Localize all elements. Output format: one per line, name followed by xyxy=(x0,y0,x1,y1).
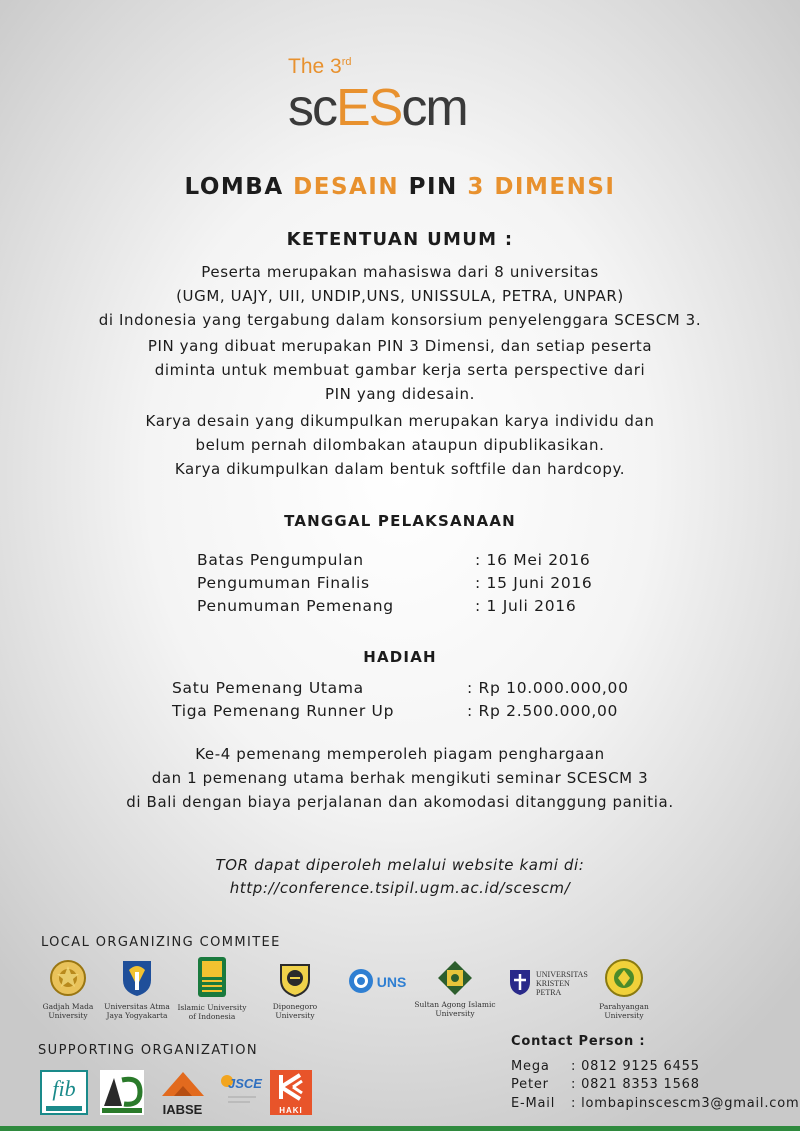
contact-row-peter xyxy=(511,1077,700,1092)
ac-logo-icon xyxy=(100,1070,144,1115)
uni-petra-name: UNIVERSITAS KRISTEN PETRA xyxy=(536,969,588,997)
closing-line-2: dan 1 pemenang utama berhak mengikuti seminar SCESCM 3 xyxy=(151,769,649,787)
uni-undip xyxy=(252,960,338,1020)
uni-ugm-name: Gadjah Mada University xyxy=(42,1002,94,1020)
title-part-2: DESAIN xyxy=(293,174,400,200)
uni-unpar xyxy=(598,958,650,1020)
title-part-4: 3 DIMENSI xyxy=(467,174,616,200)
ketentuan-p1-line-3: di Indonesia yang tergabung dalam konsorsium penyelenggara SCESCM 3. xyxy=(98,311,702,329)
unissula-emblem-icon xyxy=(437,960,473,996)
ketentuan-p2-line-1: PIN yang dibuat merupakan PIN 3 Dimensi, dan setiap peserta xyxy=(147,337,653,355)
support-heading: SUPPORTING ORGANIZATION xyxy=(38,1043,258,1058)
fib-logo-icon: fib xyxy=(52,1076,76,1101)
contact-peter-label: Peter xyxy=(511,1077,549,1092)
logo-edition xyxy=(288,55,351,79)
logo-ordinal: rd xyxy=(341,56,352,68)
contact-email-label: E-Mail xyxy=(511,1096,556,1111)
closing-paragraph xyxy=(0,742,800,814)
ketentuan-paragraph-3 xyxy=(0,409,800,481)
org-haki xyxy=(270,1070,312,1115)
uni-uii xyxy=(176,955,248,1021)
uni-petra xyxy=(508,968,594,998)
uni-unpar-name: Parahyangan University xyxy=(599,1002,649,1020)
tanggal-row-2-value: : 15 Juni 2016 xyxy=(475,574,593,592)
unpar-emblem-icon xyxy=(604,958,644,998)
hadiah-row-1-label: Satu Pemenang Utama xyxy=(172,679,364,697)
uajy-emblem-icon xyxy=(119,958,155,998)
hadiah-row-2-label: Tiga Pemenang Runner Up xyxy=(172,702,395,720)
uni-uii-name: Islamic University of Indonesia xyxy=(177,1003,247,1021)
tanggal-row-2-label: Pengumuman Finalis xyxy=(197,574,370,592)
uni-uns-name: UNS xyxy=(376,973,407,990)
title-part-1: LOMBA xyxy=(184,174,284,200)
uni-uajy xyxy=(103,958,171,1020)
tanggal-heading: TANGGAL PELAKSANAAN xyxy=(284,512,516,530)
closing-line-1: Ke-4 pemenang memperoleh piagam penghargaan xyxy=(195,745,605,763)
ketentuan-p3-line-1: Karya desain yang dikumpulkan merupakan karya individu dan xyxy=(145,412,655,430)
tanggal-row-3-value: : 1 Juli 2016 xyxy=(475,597,577,615)
ketentuan-heading: KETENTUAN UMUM : xyxy=(286,229,514,250)
ugm-emblem-icon xyxy=(49,958,87,998)
contact-row-mega xyxy=(511,1059,700,1074)
page-title xyxy=(0,174,800,200)
hadiah-heading: HADIAH xyxy=(363,648,437,666)
contact-mega-label: Mega xyxy=(511,1059,550,1074)
org-jsce xyxy=(218,1072,262,1114)
uns-logo-group xyxy=(344,968,410,996)
hadiah-row-2-value: : Rp 2.500.000,00 xyxy=(467,702,619,720)
logo-pre: sc xyxy=(288,79,336,137)
loc-heading: LOCAL ORGANIZING COMMITEE xyxy=(41,935,281,950)
logo-the-text: The 3 xyxy=(288,55,342,78)
org-ac xyxy=(100,1070,144,1115)
tanggal-row-1-value: : 16 Mei 2016 xyxy=(475,551,591,569)
logo-post: cm xyxy=(401,79,467,137)
title-part-3: PIN xyxy=(408,174,458,200)
jsce-subline-2 xyxy=(228,1101,250,1103)
jsce-subline xyxy=(228,1096,256,1098)
undip-emblem-icon xyxy=(278,960,312,998)
tor-url-link[interactable]: http://conference.tsipil.ugm.ac.id/scescm/ xyxy=(229,879,571,897)
scescm-logo xyxy=(288,78,467,138)
haki-logo-icon xyxy=(276,1072,306,1102)
ketentuan-paragraph-1 xyxy=(0,260,800,332)
petra-emblem-icon xyxy=(508,968,532,998)
footer-bar xyxy=(0,1126,800,1131)
hadiah-row-1-value: : Rp 10.000.000,00 xyxy=(467,679,629,697)
uni-ugm xyxy=(38,958,98,1020)
contact-peter-phone: : 0821 8353 1568 xyxy=(571,1077,700,1092)
uns-emblem-icon xyxy=(348,968,374,996)
tanggal-row-3-label: Penumuman Pemenang xyxy=(197,597,394,615)
ketentuan-p3-line-3: Karya dikumpulkan dalam bentuk softfile dan hardcopy. xyxy=(174,460,626,478)
ketentuan-p3-line-2: belum pernah dilombakan ataupun dipublikasikan. xyxy=(195,436,605,454)
uni-undip-name: Diponegoro University xyxy=(272,1002,318,1020)
tanggal-row-1-label: Batas Pengumpulan xyxy=(197,551,364,569)
org-fib xyxy=(40,1070,88,1115)
uii-emblem-icon xyxy=(196,955,228,999)
org-jsce-name: JSCE xyxy=(228,1076,262,1091)
closing-line-3: di Bali dengan biaya perjalanan dan akomodasi ditanggung panitia. xyxy=(126,793,674,811)
ketentuan-paragraph-2 xyxy=(0,334,800,406)
ketentuan-p1-line-1: Peserta merupakan mahasiswa dari 8 universitas xyxy=(201,263,599,281)
petra-logo-group xyxy=(508,968,594,998)
ketentuan-p2-line-2: diminta untuk membuat gambar kerja serta perspective dari xyxy=(154,361,646,379)
org-iabse-name: IABSE xyxy=(162,1102,203,1117)
iabse-logo-icon xyxy=(158,1068,208,1098)
ketentuan-p2-line-3: PIN yang didesain. xyxy=(324,385,475,403)
contact-mega-phone: : 0812 9125 6455 xyxy=(571,1059,700,1074)
contact-email-link[interactable]: : lombapinscescm3@gmail.com xyxy=(571,1096,800,1111)
org-iabse xyxy=(155,1068,210,1116)
uni-unissula-name: Sultan Agong Islamic University xyxy=(414,1000,496,1018)
tor-text: TOR dapat diperoleh melalui website kami di: xyxy=(215,856,585,874)
logo-mid: ES xyxy=(336,79,402,137)
uni-uns xyxy=(344,968,410,996)
contact-heading: Contact Person : xyxy=(511,1034,646,1049)
contact-row-email xyxy=(511,1096,799,1111)
uni-unissula xyxy=(414,960,496,1018)
ketentuan-p1-line-2: (UGM, UAJY, UII, UNDIP,UNS, UNISSULA, PETRA, UNPAR) xyxy=(176,287,624,305)
org-haki-name: HAKI xyxy=(279,1106,303,1115)
uni-uajy-name: Universitas Atma Jaya Yogyakarta xyxy=(104,1002,170,1020)
fib-underline xyxy=(46,1106,82,1111)
